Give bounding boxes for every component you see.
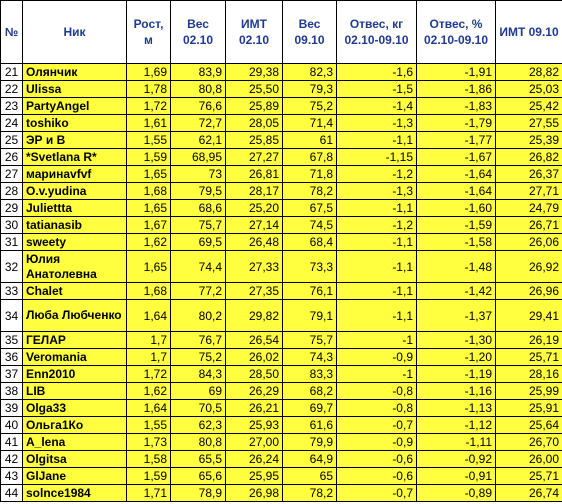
- table-row: [1, 98, 562, 115]
- row-bmi-0210: 26,54: [226, 332, 283, 349]
- row-bmi-0210: 27,00: [226, 434, 283, 451]
- row-weight-0910: 61: [283, 132, 337, 149]
- row-bmi-0210: 26,29: [226, 383, 283, 400]
- row-loss-kg: -0,7: [337, 485, 417, 502]
- row-number: 26: [1, 149, 23, 166]
- row-weight-0210: 80,8: [171, 81, 226, 98]
- row-number: 24: [1, 115, 23, 132]
- row-loss-kg: -1,1: [337, 132, 417, 149]
- row-bmi-0210: 25,50: [226, 81, 283, 98]
- row-bmi-0210: 29,38: [226, 64, 283, 81]
- row-weight-0210: 75,2: [171, 349, 226, 366]
- row-bmi-0210: 27,27: [226, 149, 283, 166]
- row-nick: sweety: [23, 234, 127, 251]
- row-loss-kg: -0,6: [337, 451, 417, 468]
- table-row: [1, 400, 562, 417]
- row-number: 39: [1, 400, 23, 417]
- row-weight-0910: 73,3: [283, 251, 337, 283]
- row-weight-0210: 69,5: [171, 234, 226, 251]
- row-bmi-0210: 26,98: [226, 485, 283, 502]
- row-weight-0910: 61,6: [283, 417, 337, 434]
- row-bmi-0210: 26,81: [226, 166, 283, 183]
- table-row: [1, 349, 562, 366]
- row-number: 30: [1, 217, 23, 234]
- table-row: [1, 64, 562, 81]
- row-number: 28: [1, 183, 23, 200]
- row-weight-0910: 78,2: [283, 183, 337, 200]
- row-height: 1,55: [127, 417, 171, 434]
- table-row: [1, 217, 562, 234]
- row-number: 42: [1, 451, 23, 468]
- row-loss-pct: -1,19: [417, 366, 496, 383]
- row-number: 27: [1, 166, 23, 183]
- row-height: 1,72: [127, 98, 171, 115]
- row-weight-0210: 62,1: [171, 132, 226, 149]
- row-weight-0210: 84,3: [171, 366, 226, 383]
- row-nick: Chalet: [23, 283, 127, 300]
- row-nick: GlJane: [23, 468, 127, 485]
- row-loss-kg: -0,8: [337, 400, 417, 417]
- row-number: 23: [1, 98, 23, 115]
- row-loss-kg: -1,4: [337, 98, 417, 115]
- row-nick: Juliettta: [23, 200, 127, 217]
- row-height: 1,65: [127, 251, 171, 283]
- row-loss-kg: -1,6: [337, 64, 417, 81]
- header-height: Рост, м: [127, 1, 171, 64]
- table-row: [1, 283, 562, 300]
- row-bmi-0910: 27,71: [496, 183, 562, 200]
- row-loss-pct: -1,42: [417, 283, 496, 300]
- row-weight-0210: 77,2: [171, 283, 226, 300]
- row-bmi-0910: 24,79: [496, 200, 562, 217]
- row-bmi-0210: 25,93: [226, 417, 283, 434]
- row-bmi-0910: 25,71: [496, 468, 562, 485]
- row-nick: A_lena: [23, 434, 127, 451]
- row-bmi-0910: 25,71: [496, 349, 562, 366]
- row-weight-0210: 73: [171, 166, 226, 183]
- row-bmi-0910: 25,03: [496, 81, 562, 98]
- row-nick: Veromania: [23, 349, 127, 366]
- table-row: [1, 149, 562, 166]
- row-weight-0210: 75,7: [171, 217, 226, 234]
- table-row: [1, 451, 562, 468]
- row-loss-pct: -1,12: [417, 417, 496, 434]
- row-height: 1,71: [127, 485, 171, 502]
- row-loss-kg: -1,1: [337, 300, 417, 332]
- header-bmi-0910: ИМТ 09.10: [496, 1, 562, 64]
- table-row: [1, 434, 562, 451]
- row-weight-0210: 68,6: [171, 200, 226, 217]
- row-bmi-0910: 25,42: [496, 98, 562, 115]
- row-height: 1,72: [127, 366, 171, 383]
- row-nick: ГЕЛАР: [23, 332, 127, 349]
- row-bmi-0910: 26,74: [496, 485, 562, 502]
- row-bmi-0910: 26,70: [496, 434, 562, 451]
- row-loss-kg: -1: [337, 332, 417, 349]
- row-nick: PartyAngel: [23, 98, 127, 115]
- row-height: 1,69: [127, 64, 171, 81]
- row-weight-0910: 82,3: [283, 64, 337, 81]
- row-bmi-0210: 26,48: [226, 234, 283, 251]
- table-header: [1, 1, 562, 64]
- row-loss-kg: -1: [337, 366, 417, 383]
- table-row: [1, 251, 562, 283]
- row-weight-0210: 78,9: [171, 485, 226, 502]
- row-weight-0910: 75,2: [283, 98, 337, 115]
- row-loss-kg: -1,2: [337, 166, 417, 183]
- row-weight-0910: 83,3: [283, 366, 337, 383]
- row-height: 1,59: [127, 149, 171, 166]
- row-nick: tatianasib: [23, 217, 127, 234]
- row-loss-kg: -1,2: [337, 217, 417, 234]
- row-nick: toshiko: [23, 115, 127, 132]
- row-loss-kg: -1,3: [337, 183, 417, 200]
- row-nick: solnce1984: [23, 485, 127, 502]
- row-height: 1,68: [127, 283, 171, 300]
- row-height: 1,59: [127, 468, 171, 485]
- row-height: 1,64: [127, 400, 171, 417]
- row-loss-kg: -1,5: [337, 81, 417, 98]
- row-loss-pct: -1,59: [417, 217, 496, 234]
- row-bmi-0210: 28,50: [226, 366, 283, 383]
- row-height: 1,73: [127, 434, 171, 451]
- row-loss-pct: -0,89: [417, 485, 496, 502]
- row-bmi-0210: 25,85: [226, 132, 283, 149]
- row-nick: Ulissa: [23, 81, 127, 98]
- row-bmi-0910: 26,92: [496, 251, 562, 283]
- row-loss-pct: -1,64: [417, 183, 496, 200]
- row-loss-kg: -0,9: [337, 349, 417, 366]
- row-nick: ЭР и В: [23, 132, 127, 149]
- row-loss-pct: -1,64: [417, 166, 496, 183]
- table-row: [1, 383, 562, 400]
- row-height: 1,62: [127, 383, 171, 400]
- row-weight-0210: 83,9: [171, 64, 226, 81]
- row-bmi-0210: 26,24: [226, 451, 283, 468]
- row-height: 1,68: [127, 183, 171, 200]
- row-weight-0210: 76,7: [171, 332, 226, 349]
- header-weight-0210: Вес 02.10: [171, 1, 226, 64]
- row-loss-kg: -0,7: [337, 417, 417, 434]
- row-loss-kg: -1,15: [337, 149, 417, 166]
- row-bmi-0910: 27,55: [496, 115, 562, 132]
- row-height: 1,58: [127, 451, 171, 468]
- row-loss-pct: -1,58: [417, 234, 496, 251]
- row-loss-kg: -0,8: [337, 383, 417, 400]
- row-loss-kg: -1,1: [337, 251, 417, 283]
- header-num: №: [1, 1, 23, 64]
- row-number: 22: [1, 81, 23, 98]
- row-weight-0910: 68,2: [283, 383, 337, 400]
- row-loss-pct: -1,67: [417, 149, 496, 166]
- row-number: 35: [1, 332, 23, 349]
- row-weight-0210: 65,5: [171, 451, 226, 468]
- row-number: 41: [1, 434, 23, 451]
- row-loss-pct: -1,79: [417, 115, 496, 132]
- table-row: [1, 183, 562, 200]
- table-row: [1, 485, 562, 502]
- row-weight-0210: 80,2: [171, 300, 226, 332]
- row-nick: O.v.yudina: [23, 183, 127, 200]
- row-loss-pct: -0,91: [417, 468, 496, 485]
- row-height: 1,55: [127, 132, 171, 149]
- row-bmi-0210: 25,95: [226, 468, 283, 485]
- row-number: 37: [1, 366, 23, 383]
- row-weight-0210: 69: [171, 383, 226, 400]
- row-loss-pct: -1,13: [417, 400, 496, 417]
- row-number: 44: [1, 485, 23, 502]
- row-loss-pct: -1,60: [417, 200, 496, 217]
- row-weight-0210: 74,4: [171, 251, 226, 283]
- row-bmi-0910: 26,96: [496, 283, 562, 300]
- row-loss-kg: -1,1: [337, 200, 417, 217]
- row-number: 21: [1, 64, 23, 81]
- row-number: 29: [1, 200, 23, 217]
- header-loss-kg: Отвес, кг 02.10-09.10: [337, 1, 417, 64]
- header-bmi-0210: ИМТ 02.10: [226, 1, 283, 64]
- header-loss-pct: Отвес, % 02.10-09.10: [417, 1, 496, 64]
- table-row: [1, 234, 562, 251]
- row-loss-pct: -1,30: [417, 332, 496, 349]
- row-loss-pct: -1,37: [417, 300, 496, 332]
- row-nick: Enn2010: [23, 366, 127, 383]
- row-weight-0910: 75,7: [283, 332, 337, 349]
- table-row: [1, 200, 562, 217]
- header-weight-0910: Вес 09.10: [283, 1, 337, 64]
- row-loss-pct: -1,20: [417, 349, 496, 366]
- row-weight-0910: 79,9: [283, 434, 337, 451]
- row-bmi-0210: 25,89: [226, 98, 283, 115]
- row-loss-pct: -1,77: [417, 132, 496, 149]
- row-height: 1,65: [127, 166, 171, 183]
- row-weight-0910: 64,9: [283, 451, 337, 468]
- row-nick: Olga33: [23, 400, 127, 417]
- row-loss-pct: -1,91: [417, 64, 496, 81]
- row-weight-0210: 65,6: [171, 468, 226, 485]
- row-bmi-0910: 28,82: [496, 64, 562, 81]
- row-weight-0910: 74,5: [283, 217, 337, 234]
- row-loss-kg: -1,1: [337, 234, 417, 251]
- row-bmi-0210: 25,20: [226, 200, 283, 217]
- row-weight-0910: 74,3: [283, 349, 337, 366]
- row-bmi-0910: 26,82: [496, 149, 562, 166]
- row-nick: Ольга1Ко: [23, 417, 127, 434]
- row-height: 1,65: [127, 200, 171, 217]
- row-weight-0210: 72,7: [171, 115, 226, 132]
- row-weight-0910: 76,1: [283, 283, 337, 300]
- row-bmi-0210: 27,33: [226, 251, 283, 283]
- row-height: 1,67: [127, 217, 171, 234]
- row-weight-0210: 68,95: [171, 149, 226, 166]
- row-nick: маринаvfvf: [23, 166, 127, 183]
- table-row: [1, 132, 562, 149]
- row-bmi-0210: 26,02: [226, 349, 283, 366]
- row-weight-0910: 71,4: [283, 115, 337, 132]
- row-bmi-0910: 25,99: [496, 383, 562, 400]
- row-weight-0910: 67,5: [283, 200, 337, 217]
- row-height: 1,64: [127, 300, 171, 332]
- row-nick: Юлия Анатолевна: [23, 251, 127, 283]
- row-weight-0910: 79,1: [283, 300, 337, 332]
- row-loss-pct: -1,16: [417, 383, 496, 400]
- row-bmi-0910: 28,16: [496, 366, 562, 383]
- table-row: [1, 166, 562, 183]
- header-nick: Ник: [23, 1, 127, 64]
- row-bmi-0910: 25,64: [496, 417, 562, 434]
- row-bmi-0210: 28,17: [226, 183, 283, 200]
- row-loss-pct: -1,83: [417, 98, 496, 115]
- row-bmi-0210: 27,35: [226, 283, 283, 300]
- row-number: 40: [1, 417, 23, 434]
- table-row: [1, 332, 562, 349]
- row-height: 1,7: [127, 332, 171, 349]
- row-weight-0210: 79,5: [171, 183, 226, 200]
- row-weight-0910: 67,8: [283, 149, 337, 166]
- row-number: 43: [1, 468, 23, 485]
- row-height: 1,62: [127, 234, 171, 251]
- row-weight-0910: 69,7: [283, 400, 337, 417]
- row-bmi-0910: 25,91: [496, 400, 562, 417]
- row-loss-pct: -1,86: [417, 81, 496, 98]
- row-loss-kg: -1,1: [337, 283, 417, 300]
- row-height: 1,7: [127, 349, 171, 366]
- table-row: [1, 366, 562, 383]
- row-weight-0910: 65: [283, 468, 337, 485]
- row-bmi-0210: 26,21: [226, 400, 283, 417]
- table-body: [1, 64, 562, 502]
- row-nick: Олянчик: [23, 64, 127, 81]
- row-weight-0210: 62,3: [171, 417, 226, 434]
- row-loss-pct: -1,48: [417, 251, 496, 283]
- row-loss-kg: -1,3: [337, 115, 417, 132]
- table-row: [1, 417, 562, 434]
- row-weight-0210: 76,6: [171, 98, 226, 115]
- row-height: 1,61: [127, 115, 171, 132]
- row-weight-0910: 71,8: [283, 166, 337, 183]
- row-loss-kg: -0,6: [337, 468, 417, 485]
- row-number: 25: [1, 132, 23, 149]
- row-bmi-0910: 26,06: [496, 234, 562, 251]
- row-bmi-0910: 26,19: [496, 332, 562, 349]
- row-bmi-0210: 28,05: [226, 115, 283, 132]
- row-loss-kg: -0,9: [337, 434, 417, 451]
- row-bmi-0910: 26,71: [496, 217, 562, 234]
- row-bmi-0910: 25,39: [496, 132, 562, 149]
- table-row: [1, 81, 562, 98]
- row-weight-0210: 80,8: [171, 434, 226, 451]
- row-loss-pct: -0,92: [417, 451, 496, 468]
- row-weight-0910: 79,3: [283, 81, 337, 98]
- row-nick: Olgitsa: [23, 451, 127, 468]
- row-bmi-0210: 27,14: [226, 217, 283, 234]
- row-number: 34: [1, 300, 23, 332]
- row-height: 1,78: [127, 81, 171, 98]
- row-nick: *Svetlana R*: [23, 149, 127, 166]
- row-nick: LIB: [23, 383, 127, 400]
- row-number: 33: [1, 283, 23, 300]
- row-number: 32: [1, 251, 23, 283]
- table-row: [1, 115, 562, 132]
- row-weight-0210: 70,5: [171, 400, 226, 417]
- row-bmi-0910: 29,41: [496, 300, 562, 332]
- row-weight-0910: 78,2: [283, 485, 337, 502]
- row-bmi-0910: 26,00: [496, 451, 562, 468]
- row-nick: Люба Любченко: [23, 300, 127, 332]
- table-row: [1, 300, 562, 332]
- row-number: 36: [1, 349, 23, 366]
- row-bmi-0910: 26,37: [496, 166, 562, 183]
- row-loss-pct: -1,11: [417, 434, 496, 451]
- table-row: [1, 468, 562, 485]
- row-weight-0910: 68,4: [283, 234, 337, 251]
- row-number: 38: [1, 383, 23, 400]
- row-bmi-0210: 29,82: [226, 300, 283, 332]
- row-number: 31: [1, 234, 23, 251]
